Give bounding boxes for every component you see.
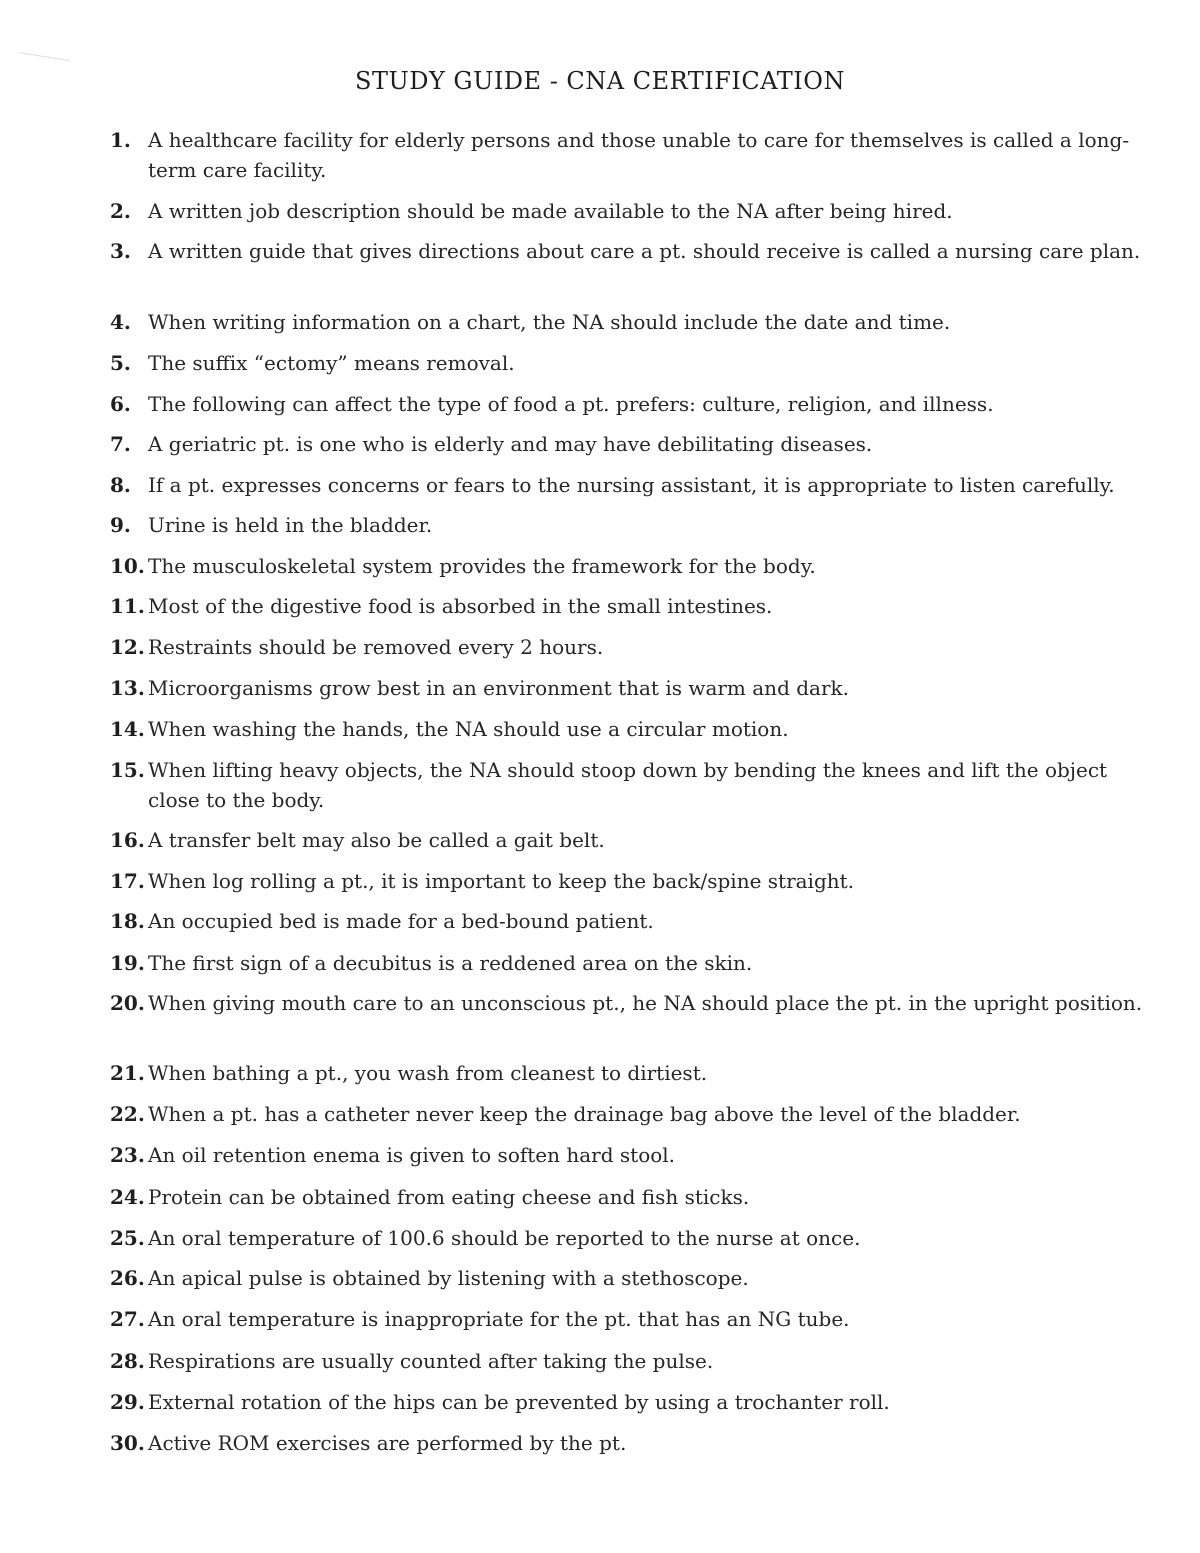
list-item (110, 1304, 1155, 1334)
list-item (110, 825, 1155, 855)
item-number: 1. (110, 128, 131, 152)
item-number: 14. (110, 717, 145, 741)
item-number: 17. (110, 869, 145, 893)
item-text: Microorganisms grow best in an environment that is warm and dark. (148, 676, 849, 700)
list-item (110, 196, 1155, 226)
page-title: STUDY GUIDE - CNA CERTIFICATION (355, 67, 845, 95)
item-text: Restraints should be removed every 2 hours. (148, 635, 604, 659)
list-item (110, 1387, 1155, 1417)
item-number: 21. (110, 1061, 145, 1085)
item-text: When writing information on a chart, the NA should include the date and time. (148, 310, 951, 334)
list-item (110, 1223, 1155, 1253)
item-text: When log rolling a pt., it is important to keep the back/spine straight. (148, 869, 855, 893)
list-item (110, 1428, 1155, 1458)
item-number: 4. (110, 310, 131, 334)
item-text: A transfer belt may also be called a gait belt. (148, 828, 605, 852)
item-number: 9. (110, 513, 131, 537)
list-item (110, 389, 1155, 419)
item-number: 13. (110, 676, 145, 700)
item-number: 2. (110, 199, 131, 223)
item-number: 12. (110, 635, 145, 659)
item-text: Urine is held in the bladder. (148, 513, 433, 537)
list-item (110, 906, 1155, 936)
item-text: When a pt. has a catheter never keep the drainage bag above the level of the bladder. (148, 1102, 1021, 1126)
list-item (110, 673, 1155, 703)
item-text: The following can affect the type of food a pt. prefers: culture, religion, and illness. (148, 392, 994, 416)
list-item (110, 948, 1155, 978)
item-text: An occupied bed is made for a bed-bound patient. (148, 909, 654, 933)
item-number: 7. (110, 432, 131, 456)
item-text: An oral temperature is inappropriate for the pt. that has an NG tube. (148, 1307, 850, 1331)
list-item (110, 755, 1155, 815)
item-number: 5. (110, 351, 131, 375)
item-number: 16. (110, 828, 145, 852)
item-text: The first sign of a decubitus is a reddened area on the skin. (148, 951, 753, 975)
item-number: 24. (110, 1185, 145, 1209)
item-number: 6. (110, 392, 131, 416)
item-text: When washing the hands, the NA should use a circular motion. (148, 717, 789, 741)
item-number: 19. (110, 951, 145, 975)
item-number: 8. (110, 473, 131, 497)
item-number: 18. (110, 909, 145, 933)
item-number: 27. (110, 1307, 145, 1331)
item-text: A written job description should be made available to the NA after being hired. (148, 199, 953, 223)
item-number: 10. (110, 554, 145, 578)
list-item (110, 714, 1155, 744)
item-text: The suffix “ectomy” means removal. (148, 351, 515, 375)
item-text: Protein can be obtained from eating cheese and fish sticks. (148, 1185, 750, 1209)
item-text: When lifting heavy objects, the NA should stoop down by bending the knees and lift the object close to the body. (148, 758, 1108, 812)
item-number: 25. (110, 1226, 145, 1250)
item-text: When bathing a pt., you wash from cleanest to dirtiest. (148, 1061, 708, 1085)
list-item (110, 551, 1155, 581)
item-number: 29. (110, 1390, 145, 1414)
item-text: A written guide that gives directions about care a pt. should receive is called a nursing care plan. (148, 239, 1141, 263)
item-text: An apical pulse is obtained by listening with a stethoscope. (148, 1266, 749, 1290)
list-item (110, 1058, 1155, 1088)
item-number: 3. (110, 239, 131, 263)
item-number: 30. (110, 1431, 145, 1455)
list-item (110, 348, 1155, 378)
item-number: 23. (110, 1143, 145, 1167)
item-number: 11. (110, 594, 145, 618)
list-item (110, 510, 1155, 540)
item-text: Respirations are usually counted after taking the pulse. (148, 1349, 714, 1373)
item-text: An oil retention enema is given to soften hard stool. (148, 1143, 676, 1167)
list-item (110, 1263, 1155, 1293)
list-item (110, 1099, 1155, 1129)
list-item (110, 429, 1155, 459)
item-text: The musculoskeletal system provides the framework for the body. (148, 554, 816, 578)
item-text: When giving mouth care to an unconscious pt., he NA should place the pt. in the upright position. (148, 991, 1143, 1015)
list-item (110, 125, 1155, 185)
item-text: If a pt. expresses concerns or fears to the nursing assistant, it is appropriate to listen carefully. (148, 473, 1115, 497)
list-item (110, 236, 1155, 266)
item-number: 15. (110, 758, 145, 782)
list-item (110, 1182, 1155, 1212)
list-item (110, 470, 1155, 500)
item-text: External rotation of the hips can be prevented by using a trochanter roll. (148, 1390, 890, 1414)
list-item (110, 1140, 1155, 1170)
item-text: Most of the digestive food is absorbed in the small intestines. (148, 594, 773, 618)
item-text: An oral temperature of 100.6 should be reported to the nurse at once. (148, 1226, 861, 1250)
list-item (110, 632, 1155, 662)
item-number: 20. (110, 991, 145, 1015)
item-text: A geriatric pt. is one who is elderly and may have debilitating diseases. (148, 432, 873, 456)
list-item (110, 1346, 1155, 1376)
list-item (110, 988, 1155, 1018)
list-item (110, 591, 1155, 621)
item-number: 28. (110, 1349, 145, 1373)
list-item (110, 307, 1155, 337)
list-item (110, 866, 1155, 896)
item-text: Active ROM exercises are performed by the pt. (148, 1431, 627, 1455)
item-number: 22. (110, 1102, 145, 1126)
item-text: A healthcare facility for elderly persons and those unable to care for themselves is called a long-term care facility. (148, 128, 1130, 182)
item-number: 26. (110, 1266, 145, 1290)
